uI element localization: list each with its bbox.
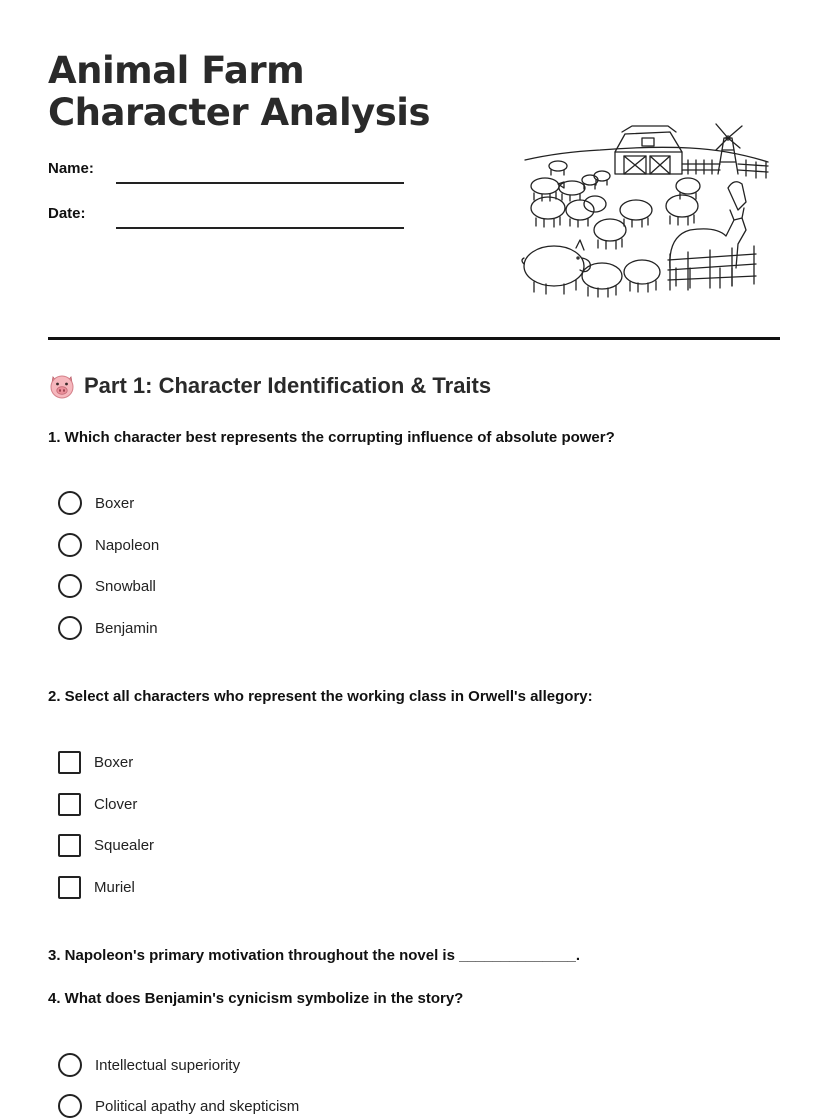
radio-button[interactable] [58,491,82,515]
question-2: 2. Select all characters who represent the working class in Orwell's allegory: [48,688,593,705]
radio-button[interactable] [58,1094,82,1118]
farm-animals-illustration [520,118,772,298]
barn-icon [615,126,682,174]
question-1: 1. Which character best represents the corrupting influence of absolute power? [48,429,615,446]
name-line[interactable] [116,182,404,184]
windmill-icon [716,124,742,174]
q1-option-napoleon[interactable] [58,533,159,557]
question-3: 3. Napoleon's primary motivation throughout the novel is ______________. [48,947,581,964]
option-label: Muriel [94,878,135,896]
q1-option-benjamin[interactable] [58,616,158,640]
q4-option-political-apathy[interactable] [58,1094,299,1118]
checkbox[interactable] [58,834,81,857]
radio-button[interactable] [58,533,82,557]
horse-icon [670,182,746,288]
fence-icon [668,246,756,290]
worksheet-title: Animal Farm Character Analysis [48,49,430,134]
q2-option-squealer[interactable] [58,833,154,857]
option-label: Squealer [94,836,155,854]
pig-face-icon [48,372,76,400]
part1-heading [48,372,491,400]
radio-button[interactable] [58,574,82,598]
date-line[interactable] [116,227,404,229]
q2-option-boxer[interactable] [58,750,133,774]
option-label: Benjamin [95,619,158,637]
q1-option-snowball[interactable] [58,574,156,598]
q4-option-intellectual-superiority[interactable] [58,1053,240,1077]
checkbox[interactable] [58,793,81,816]
option-label: Napoleon [95,536,160,554]
q2-option-muriel[interactable] [58,875,135,899]
question-4: 4. What does Benjamin's cynicism symbolize in the story? [48,990,464,1007]
name-field [48,160,408,190]
name-label: Name: [48,160,94,177]
date-field [48,205,408,235]
radio-button[interactable] [58,1053,82,1077]
q2-option-clover[interactable] [58,792,137,816]
part1-heading-text: Part 1: Character Identification & Traits [84,373,492,398]
header-divider [48,337,780,340]
option-label: Boxer [94,753,134,771]
q1-option-boxer[interactable] [58,491,134,515]
date-label: Date: [48,205,86,222]
option-label: Political apathy and skepticism [95,1097,300,1115]
option-label: Boxer [95,494,135,512]
checkbox[interactable] [58,876,81,899]
checkbox[interactable] [58,751,81,774]
option-label: Intellectual superiority [95,1056,241,1074]
radio-button[interactable] [58,616,82,640]
pig-icon [522,240,590,294]
option-label: Clover [94,795,138,813]
option-label: Snowball [95,577,156,595]
